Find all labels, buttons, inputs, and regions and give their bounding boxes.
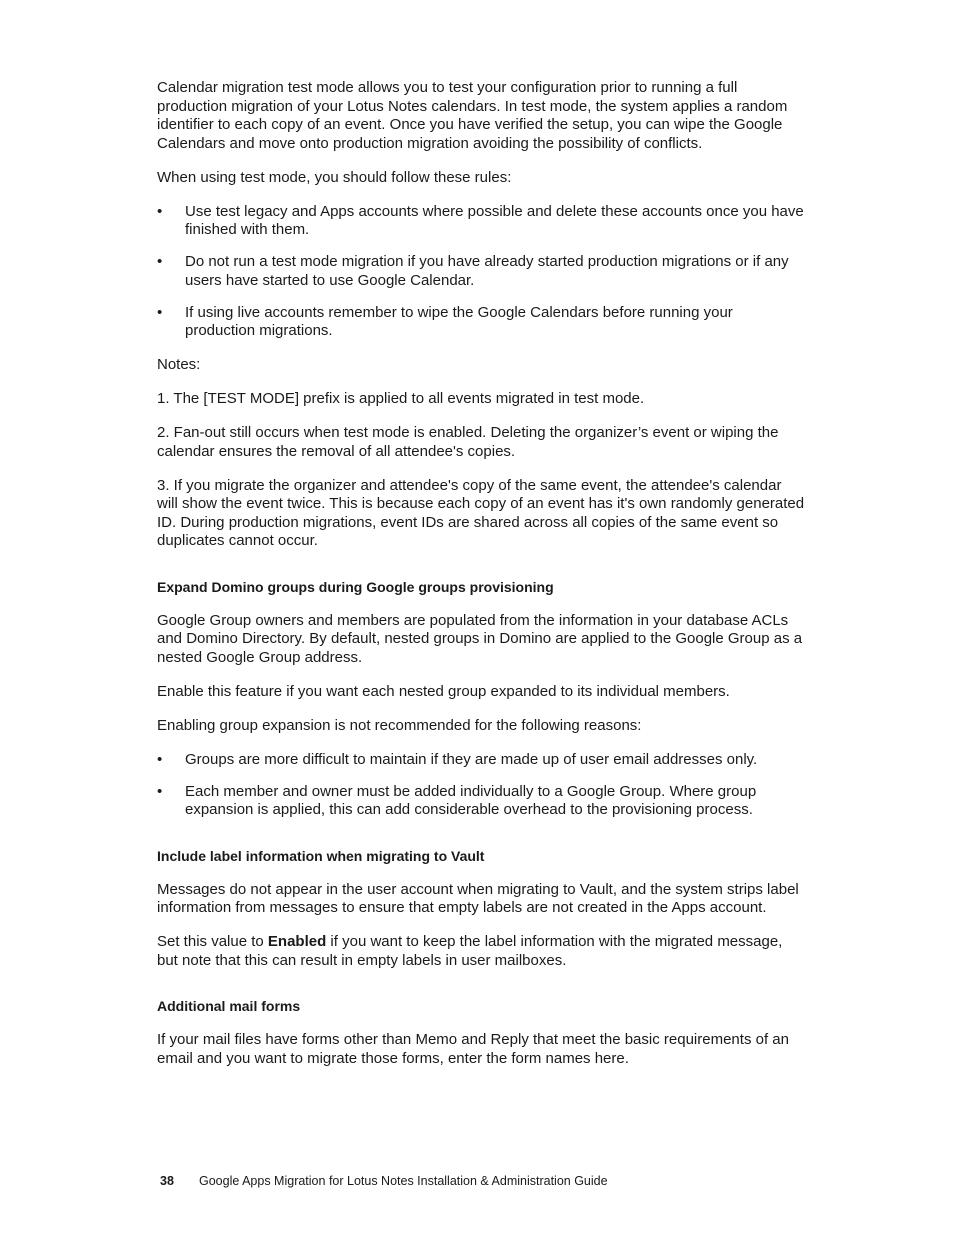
vault-paragraph-1: Messages do not appear in the user account when migrating to Vault, and the system strips label information from messages to ensure that empty labels are not created in the Apps account. [157, 880, 799, 916]
page-footer [160, 1173, 608, 1189]
groups-paragraph-3: Enabling group expansion is not recommended for the following reasons: [157, 716, 642, 734]
note-3: 3. If you migrate the organizer and attendee's copy of the same event, the attendee's calendar will show the event twice. This is because each copy of an event has it's own randomly generated ID. During production migrations, event IDs are shared across all copies of the same event so duplicates cannot occur. [157, 476, 805, 549]
bullet: • [157, 303, 163, 321]
bullet: • [157, 253, 163, 270]
bullet: • [157, 782, 163, 800]
list-item: • Do not run a test mode migration if you have already started production migrations or if any users have started to use Google Calendar. [157, 253, 789, 289]
groups-paragraph-1: Google Group owners and members are populated from the information in your database ACLs and Domino Directory. By default, nested groups in Domino are applied to the Google Group as a nested Google Group address. [157, 611, 803, 666]
section-heading-groups: Expand Domino groups during Google groups provisioning [157, 578, 554, 595]
note-2: 2. Fan-out still occurs when test mode is enabled. Deleting the organizer’s event or wiping the calendar ensures the removal of all attendee's copies. [157, 424, 779, 460]
bullet: • [157, 202, 163, 220]
note-1: 1. The [TEST MODE] prefix is applied to all events migrated in test mode. [157, 390, 645, 407]
rules-list [157, 203, 805, 341]
rules-intro: When using test mode, you should follow these rules: [157, 168, 512, 186]
list-item: • Each member and owner must be added individually to a Google Group. Where group expansion is applied, this can add considerable overhead to the provisioning process. [157, 782, 757, 818]
enabled-term: Enabled [267, 933, 327, 950]
list-item: • If using live accounts remember to wipe the Google Calendars before running your production migrations. [157, 303, 733, 339]
reasons-list [157, 751, 805, 820]
section-heading-forms: Additional mail forms [157, 998, 301, 1014]
list-item: • Use test legacy and Apps accounts where possible and delete these accounts once you have finished with them. [157, 202, 804, 238]
page-content [157, 79, 805, 1084]
groups-paragraph-2: Enable this feature if you want each nested group expanded to its individual members. [157, 682, 730, 700]
vault-paragraph-2: Set this value to Enabled if you want to keep the label information with the migrated message, but note that this can result in empty labels in user mailboxes. [157, 933, 783, 969]
forms-paragraph-1: If your mail files have forms other than Memo and Reply that meet the basic requirements of an email and you want to migrate those forms, enter the form names here. [157, 1031, 789, 1067]
bullet: • [157, 750, 163, 768]
page-number: 38 [160, 1174, 174, 1188]
list-item: • Groups are more difficult to maintain if they are made up of user email addresses only. [157, 750, 758, 768]
footer-title: Google Apps Migration for Lotus Notes Installation & Administration Guide [199, 1174, 608, 1188]
notes-label: Notes: [157, 356, 201, 373]
intro-paragraph: Calendar migration test mode allows you to test your configuration prior to running a full production migration of your Lotus Notes calendars. In test mode, the system applies a random identifier to each copy of an event. Once you have verified the setup, you can wipe the Google Calendars and move onto production migration avoiding the possibility of conflicts. [157, 79, 788, 152]
section-heading-vault: Include label information when migrating to Vault [157, 847, 485, 864]
